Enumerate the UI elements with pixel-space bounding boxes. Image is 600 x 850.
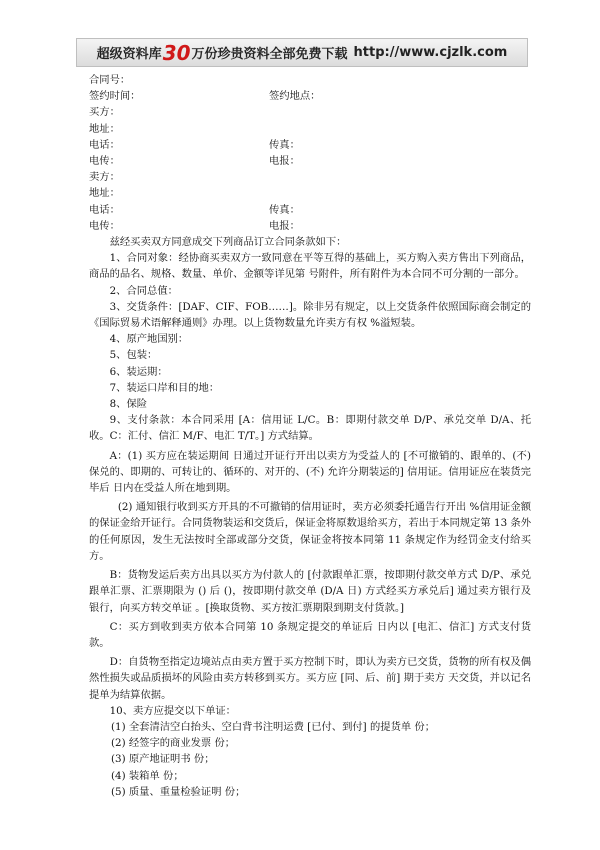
document-list-item: (3) 原产地证明书 份； bbox=[111, 753, 215, 766]
clause-4: 4、原产地国别： bbox=[109, 333, 189, 346]
field-label: 买方： bbox=[89, 106, 120, 119]
field-label: 电报： bbox=[269, 219, 300, 232]
field-row bbox=[89, 121, 531, 137]
field-row bbox=[89, 137, 531, 153]
field-row bbox=[89, 72, 531, 88]
field-row bbox=[89, 202, 531, 218]
field-row bbox=[89, 185, 531, 201]
clause-7: 7、装运口岸和目的地： bbox=[109, 381, 220, 394]
banner-number: 30 bbox=[162, 40, 191, 65]
banner-suffix: 万份珍贵资料全部免费下载 bbox=[191, 47, 348, 62]
field-label: 电话： bbox=[89, 203, 120, 216]
field-row bbox=[89, 153, 531, 169]
clause-1: 1、合同对象：经协商买卖双方一致同意在平等互得的基础上，买方购入卖方售出下列商品，商品的品名、规格、数量、单价、金额等详见第 号附件，所有附件为本合同不可分割的一部分。 bbox=[89, 252, 531, 281]
field-label: 传真： bbox=[269, 138, 300, 151]
field-label: 电传： bbox=[89, 155, 120, 168]
banner-url-link[interactable]: http://www.cjzlk.com bbox=[353, 45, 508, 60]
clause-2: 2、合同总值： bbox=[109, 284, 178, 297]
clause-5: 5、包装： bbox=[109, 349, 158, 362]
field-label: 电话： bbox=[89, 138, 120, 151]
download-banner[interactable] bbox=[76, 38, 528, 67]
field-row bbox=[89, 88, 531, 104]
field-label: 签约地点： bbox=[269, 90, 321, 103]
field-label: 传真： bbox=[269, 203, 300, 216]
clause-10: 10、卖方应提交以下单证： bbox=[109, 704, 236, 717]
field-label: 电报： bbox=[269, 155, 300, 168]
payment-option-a1: A：(1) 买方应在装运期间 日通过开证行开出以卖方为受益人的 [不可撤销的、跟单的、(不) 保兑的、即期的、可转让的、循环的、对开的、(不) 允许分期装运的] 信用证。信用证应在装货完毕后 日内在受益人所在地到期。 bbox=[89, 449, 531, 495]
field-label: 卖方： bbox=[89, 171, 120, 184]
field-label: 地址： bbox=[89, 122, 120, 135]
clause-3: 3、交货条件：[DAF、CIF、FOB……]。除非另有规定，以上交货条件依照国际商会制定的《国际贸易术语解释通则》办理。以上货物数量允许卖方有权 %溢短装。 bbox=[89, 300, 531, 330]
contract-intro: 兹经买卖双方同意成交下列商品订立合同条款如下： bbox=[109, 236, 347, 249]
payment-option-a2: (2) 通知银行收到买方开具的不可撤销的信用证时，卖方必须委托通告行开出 %信用证金额的保证金给开证行。合同货物装运和交货后，保证金将原数退给买方，若出于本同规定第 13 条外的任何原因，发生无法按时全部或部分交货，保证金将按本同第 11 条规定作为经罚金支付给买方。 bbox=[89, 501, 531, 562]
payment-option-d: D：自货物至指定边境站点由卖方置于买方控制下时，即认为卖方已交货，货物的所有权及偶然性损失或品质损坏的风险由卖方转移到买方。买方应 [同、后、前] 期于卖方 天交货，并以记名提单为结算依据。 bbox=[89, 656, 531, 701]
field-label: 地址： bbox=[89, 187, 120, 200]
document-list-item: (5) 质量、重量检验证明 份； bbox=[111, 785, 246, 798]
field-label: 电传： bbox=[89, 219, 120, 232]
document-list-item: (4) 装箱单 份； bbox=[111, 769, 184, 782]
document-list-item: (1) 全套清洁空白抬头、空白背书注明运费 [已付、到付] 的提货单 份； bbox=[111, 720, 436, 733]
field-label: 签约时间： bbox=[89, 90, 141, 103]
field-row bbox=[89, 218, 531, 234]
banner-prefix: 超级资料库 bbox=[96, 47, 162, 62]
contract-document bbox=[89, 72, 531, 800]
field-row bbox=[89, 169, 531, 185]
clause-9: 9、支付条款：本合同采用 [A：信用证 L/C。B：即期付款交单 D/P、承兑交单 D/A、托收。C：汇付、信汇 M/F、电汇 T/T。] 方式结算。 bbox=[89, 414, 531, 443]
document-list-item: (2) 经签字的商业发票 份； bbox=[111, 737, 236, 750]
payment-option-c: C：买方到收到卖方依本合同第 10 条规定提交的单证后 日内以 [电汇、信汇] 方式支付货款。 bbox=[89, 620, 531, 649]
payment-option-b: B：货物发运后卖方出具以买方为付款人的 [付款跟单汇票，按即期付款交单方式 D/P、承兑跟单汇票、汇票期限为 () 后 ()，按即期付款交单 (D/A 日) 方式经买方承兑后] 通过卖方银行及 银行，向买方转交单证 。[换取货物、买方按汇票期限到期支付货款。] bbox=[89, 569, 531, 614]
field-label: 合同号： bbox=[89, 74, 131, 86]
field-row bbox=[89, 104, 531, 120]
clause-8: 8、保险 bbox=[109, 398, 148, 411]
clause-6: 6、装运期： bbox=[109, 365, 168, 378]
